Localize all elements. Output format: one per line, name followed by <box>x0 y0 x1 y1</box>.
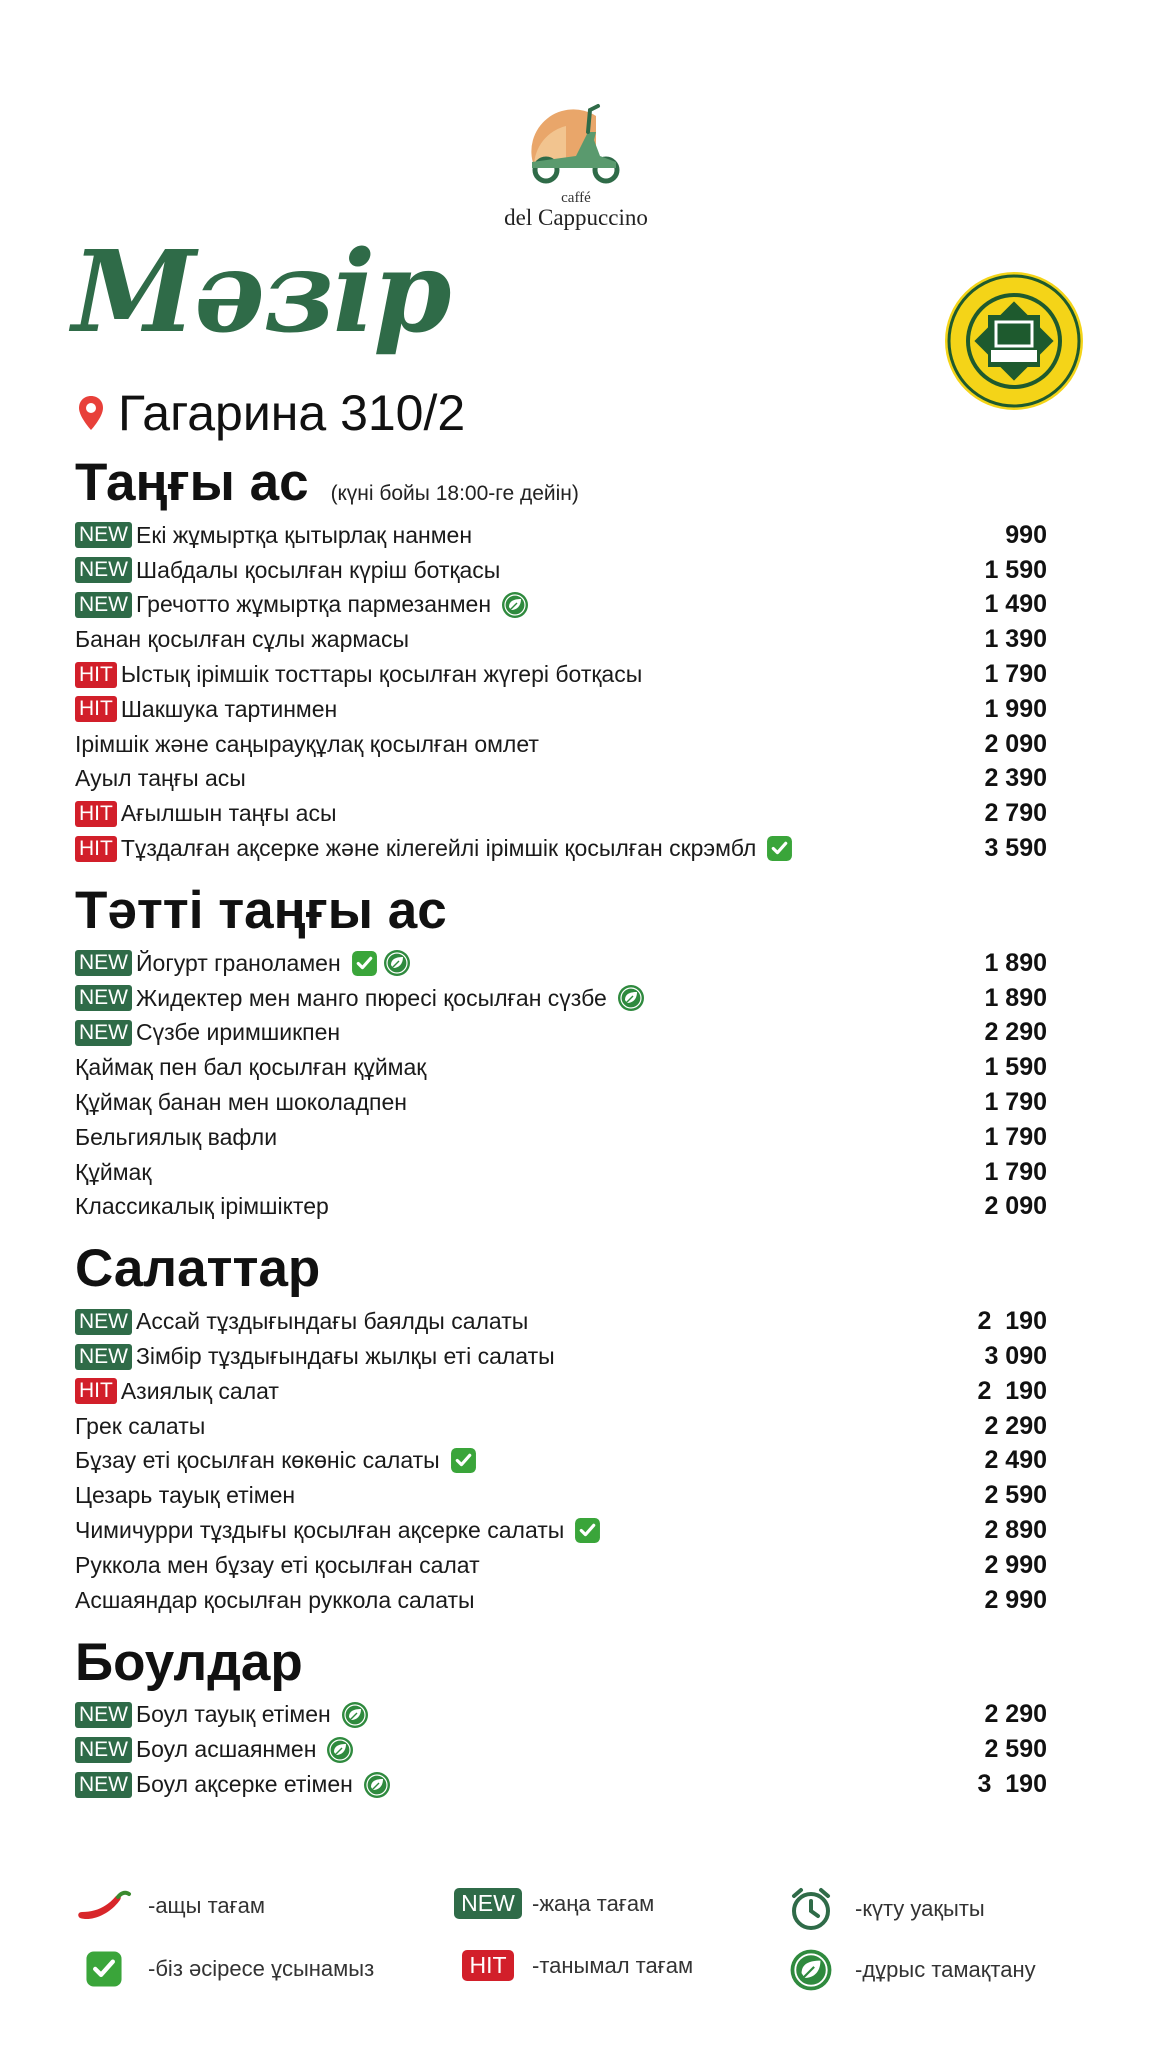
legend-healthy-text: -дұрыс тамақтану <box>855 1957 1036 1982</box>
menu-section <box>75 1234 1047 1617</box>
section-title: Боулдар <box>75 1632 303 1692</box>
menu-item <box>75 796 1047 831</box>
new-badge: NEW <box>75 1737 132 1763</box>
hit-badge: HIT <box>75 662 117 688</box>
menu-item-price: 990 <box>1005 520 1047 549</box>
halal-seal <box>943 270 1085 417</box>
menu-item-name: Боул ақсерке етімен <box>136 1771 353 1797</box>
leaf-circle-icon <box>363 1771 391 1799</box>
check-badge-icon <box>450 1447 477 1474</box>
menu-item <box>75 1155 1047 1190</box>
menu-item-price: 2 590 <box>984 1481 1047 1510</box>
menu-item-name: Ағылшын таңғы асы <box>120 800 337 827</box>
new-badge: NEW <box>75 950 132 976</box>
menu-item <box>75 588 1047 623</box>
menu-section <box>75 448 1047 866</box>
hit-badge: HIT <box>462 1950 513 1981</box>
menu-item-icons <box>450 1447 482 1474</box>
menu-item <box>75 657 1047 692</box>
menu-item-name: Жидектер мен манго пюресі қосылған сүзбе <box>136 984 607 1011</box>
menu-item <box>75 1698 1047 1733</box>
menu-item <box>75 622 1047 657</box>
menu-item <box>75 831 1047 866</box>
menu-item-icons <box>574 1517 606 1544</box>
menu-item-icons <box>351 949 416 977</box>
check-badge-icon <box>351 950 378 977</box>
hit-badge: HIT <box>75 696 117 722</box>
menu-item-price: 2 890 <box>984 1516 1047 1545</box>
menu-item <box>75 1478 1047 1513</box>
location-pin-icon <box>78 395 104 431</box>
menu-item-price: 2 290 <box>984 1700 1047 1729</box>
menu-item-name: Ыстық ірімшік тосттары қосылған жүгері ботқасы <box>120 661 643 688</box>
section-header <box>75 1234 1047 1304</box>
legend-new-text: -жаңа тағам <box>532 1890 655 1916</box>
new-badge: NEW <box>75 1020 132 1046</box>
leaf-circle-icon <box>789 1948 833 1992</box>
menu-item-name: Шакшука тартинмен <box>120 695 338 722</box>
cafe-logo <box>0 96 1152 230</box>
new-badge: NEW <box>75 557 132 583</box>
menu-item-price: 2 990 <box>984 1550 1047 1579</box>
menu-item-name: Банан қосылған сұлы жармасы <box>75 626 409 653</box>
menu-item-name: Боул тауық етімен <box>136 1701 331 1728</box>
menu-section <box>75 876 1047 1224</box>
menu-item <box>75 1583 1047 1618</box>
address-text: Гагарина 310/2 <box>118 385 466 441</box>
menu-item <box>75 946 1047 981</box>
menu-item-name: Ауыл таңғы асы <box>75 765 246 792</box>
menu-item-icons <box>501 591 534 619</box>
legend-spicy <box>74 1888 265 1924</box>
menu-item-icons <box>617 984 650 1012</box>
menu-item-name: Азиялық салат <box>120 1377 279 1404</box>
menu-item-name: Қаймақ пен бал қосылған құймақ <box>75 1054 427 1081</box>
menu-item <box>75 1016 1047 1051</box>
legend-wait-text: -күту уақыты <box>855 1896 985 1921</box>
legend-recommend-text: -біз әсіресе ұсынамыз <box>148 1956 375 1981</box>
section-title: Салаттар <box>75 1239 321 1299</box>
menu-item-icons <box>326 1736 359 1764</box>
menu-item-price: 2 790 <box>984 799 1047 828</box>
leaf-circle-icon <box>617 984 645 1012</box>
menu-item <box>75 1409 1047 1444</box>
menu-section <box>75 1628 1047 1802</box>
legend-spicy-text: -ащы тағам <box>148 1893 266 1918</box>
new-badge: NEW <box>75 522 132 548</box>
menu-item-price: 2 090 <box>984 1192 1047 1221</box>
section-header <box>75 876 1047 946</box>
menu-item-name: Екі жұмыртқа қытырлақ нанмен <box>136 521 473 548</box>
menu-item-price: 1 890 <box>984 983 1047 1012</box>
menu-item-price: 2 290 <box>984 1411 1047 1440</box>
menu-item-name: Цезарь тауық етімен <box>75 1482 296 1509</box>
menu-item-icons <box>363 1771 396 1799</box>
menu-item <box>75 1304 1047 1339</box>
menu-item <box>75 1374 1047 1409</box>
menu-item-price: 1 590 <box>984 555 1047 584</box>
section-title: Таңғы ас <box>75 453 309 512</box>
section-title: Тәтті таңғы ас <box>75 880 447 940</box>
menu-item <box>75 1767 1047 1802</box>
section-header <box>75 448 1047 518</box>
menu-item <box>75 727 1047 762</box>
halal-seal-icon <box>943 270 1085 412</box>
alarm-clock-icon <box>788 1886 834 1932</box>
menu-item-name: Асшаяндар қосылған руккола салаты <box>75 1586 475 1613</box>
menu-item-price: 1 790 <box>984 1157 1047 1186</box>
new-badge: NEW <box>75 985 132 1011</box>
menu-item <box>75 1513 1047 1548</box>
menu-item-name: Руккола мен бұзау еті қосылған салат <box>75 1551 480 1578</box>
menu-title: Мәзір <box>72 227 450 358</box>
menu-item-name: Бұзау еті қосылған көкөніс салаты <box>75 1447 440 1474</box>
menu-item-icons <box>341 1701 374 1729</box>
hit-badge: HIT <box>75 1378 117 1404</box>
menu-item-price: 3 190 <box>977 1770 1047 1798</box>
check-badge-icon <box>85 1950 123 1988</box>
new-badge: NEW <box>75 592 132 618</box>
menu-item-name: Классикалық ірімшіктер <box>75 1193 329 1220</box>
menu-item-name: Ассай тұздығындағы баялды салаты <box>136 1308 529 1335</box>
check-badge-icon <box>574 1517 601 1544</box>
menu-item-price: 1 590 <box>984 1053 1047 1082</box>
menu-item <box>75 1548 1047 1583</box>
new-badge: NEW <box>454 1888 522 1919</box>
menu-item-name: Бельгиялық вафли <box>75 1123 278 1150</box>
menu-item <box>75 1050 1047 1085</box>
menu-item-name: Шабдалы қосылған күріш ботқасы <box>136 556 501 583</box>
menu-item-price: 2 990 <box>984 1585 1047 1614</box>
leaf-circle-icon <box>341 1701 369 1729</box>
menu-item-name: Сүзбе иримшикпен <box>136 1019 341 1046</box>
menu-item-name: Гречотто жұмыртқа пармезанмен <box>136 591 492 618</box>
menu-item-price: 1 390 <box>984 625 1047 654</box>
menu-item-name: Зімбір тұздығындағы жылқы еті салаты <box>136 1343 555 1370</box>
legend-recommend <box>74 1950 374 1988</box>
menu-item-name: Құймақ банан мен шоколадпен <box>75 1089 407 1116</box>
chili-pepper-icon <box>76 1888 132 1924</box>
menu-list <box>75 448 1047 1802</box>
menu-item <box>75 1085 1047 1120</box>
new-badge: NEW <box>75 1702 132 1728</box>
section-header <box>75 1628 1047 1698</box>
menu-item-price: 1 490 <box>984 590 1047 619</box>
legend-healthy <box>781 1948 1036 1992</box>
leaf-circle-icon <box>501 591 529 619</box>
menu-item-price: 2 190 <box>977 1376 1047 1405</box>
menu-item-price: 2 290 <box>984 1018 1047 1047</box>
leaf-circle-icon <box>383 949 411 977</box>
menu-item <box>75 692 1047 727</box>
menu-item <box>75 1444 1047 1479</box>
hit-badge: HIT <box>75 836 117 862</box>
legend-hit-text: -танымал тағам <box>532 1952 694 1978</box>
menu-item-price: 2 490 <box>984 1446 1047 1475</box>
menu-item-price: 1 790 <box>984 1122 1047 1151</box>
menu-item-name: Боул асшаянмен <box>136 1736 317 1763</box>
new-badge: NEW <box>75 1772 132 1798</box>
new-badge: NEW <box>75 1344 132 1370</box>
menu-item-name: Чимичурри тұздығы қосылған ақсерке салаты <box>75 1517 565 1544</box>
menu-item <box>75 1120 1047 1155</box>
menu-item-name: Ірімшік және саңырауқұлақ қосылған омлет <box>75 730 539 757</box>
new-badge: NEW <box>75 1309 132 1335</box>
address <box>78 385 465 441</box>
menu-item-price: 3 090 <box>984 1342 1047 1371</box>
menu-item-icons <box>766 835 798 862</box>
menu-item <box>75 1339 1047 1374</box>
menu-item-name: Тұздалған ақсерке және кілегейлі ірімшік қосылған скрэмбл <box>120 835 757 862</box>
menu-item <box>75 1732 1047 1767</box>
scooter-logo-icon <box>526 96 626 188</box>
menu-item <box>75 762 1047 797</box>
menu-item-price: 2 590 <box>984 1735 1047 1764</box>
leaf-circle-icon <box>326 1736 354 1764</box>
menu-item-price: 1 790 <box>984 660 1047 689</box>
legend-wait <box>781 1886 985 1932</box>
section-note: (күні бойы 18:00-ге дейін) <box>330 482 579 505</box>
hit-badge: HIT <box>75 801 117 827</box>
menu-item <box>75 553 1047 588</box>
menu-item-price: 1 790 <box>984 1088 1047 1117</box>
logo-caffe-text: caffé <box>561 190 591 206</box>
menu-item-price: 3 590 <box>984 834 1047 863</box>
menu-item <box>75 1190 1047 1225</box>
menu-item-price: 1 990 <box>984 694 1047 723</box>
menu-item-price: 2 190 <box>977 1307 1047 1336</box>
menu-item <box>75 518 1047 553</box>
menu-item-name: Құймақ <box>75 1158 152 1185</box>
check-badge-icon <box>766 835 793 862</box>
logo-name-text: del Cappuccino <box>504 205 648 230</box>
legend-new <box>458 1888 654 1919</box>
menu-item-name: Йогурт граноламен <box>136 949 341 976</box>
menu-item-price: 2 090 <box>984 729 1047 758</box>
menu-item-price: 2 390 <box>984 764 1047 793</box>
menu-item-name: Грек салаты <box>75 1412 206 1439</box>
legend-hit <box>458 1950 693 1981</box>
menu-item-price: 1 890 <box>984 948 1047 977</box>
menu-item <box>75 981 1047 1016</box>
